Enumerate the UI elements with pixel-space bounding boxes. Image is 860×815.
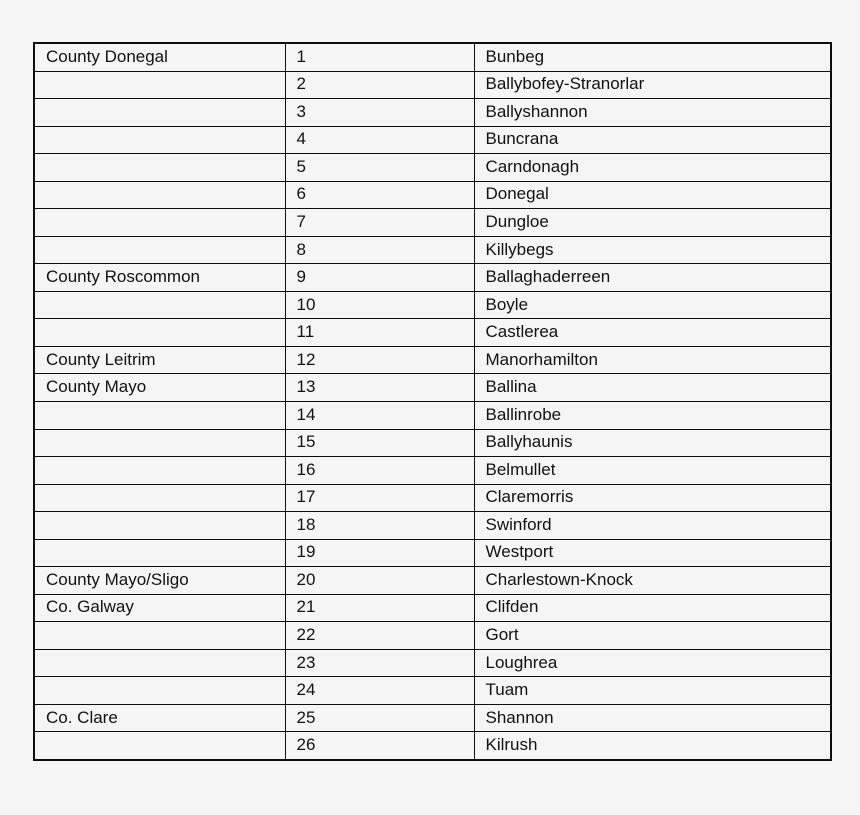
county-cell: County Mayo (34, 374, 285, 402)
town-cell: Ballaghaderreen (474, 264, 831, 292)
county-cell (34, 154, 285, 182)
town-cell: Shannon (474, 704, 831, 732)
county-cell (34, 677, 285, 705)
county-cell (34, 181, 285, 209)
town-cell: Ballybofey-Stranorlar (474, 71, 831, 99)
town-cell: Killybegs (474, 236, 831, 264)
town-cell: Buncrana (474, 126, 831, 154)
number-cell: 16 (285, 457, 474, 485)
county-cell: County Roscommon (34, 264, 285, 292)
table-row (34, 319, 831, 347)
table-row (34, 484, 831, 512)
town-cell: Carndonagh (474, 154, 831, 182)
county-cell (34, 732, 285, 760)
town-cell: Clifden (474, 594, 831, 622)
county-cell: Co. Clare (34, 704, 285, 732)
number-cell: 2 (285, 71, 474, 99)
town-cell: Castlerea (474, 319, 831, 347)
table-row (34, 704, 831, 732)
number-cell: 17 (285, 484, 474, 512)
number-cell: 20 (285, 567, 474, 595)
table-row (34, 181, 831, 209)
town-cell: Donegal (474, 181, 831, 209)
county-cell: County Mayo/Sligo (34, 567, 285, 595)
counties-towns-table-body (34, 43, 831, 760)
town-cell: Dungloe (474, 209, 831, 237)
county-cell (34, 649, 285, 677)
county-cell (34, 622, 285, 650)
county-cell (34, 319, 285, 347)
number-cell: 19 (285, 539, 474, 567)
county-cell (34, 539, 285, 567)
county-cell (34, 512, 285, 540)
number-cell: 24 (285, 677, 474, 705)
number-cell: 18 (285, 512, 474, 540)
county-cell (34, 209, 285, 237)
town-cell: Manorhamilton (474, 346, 831, 374)
table-row (34, 677, 831, 705)
number-cell: 1 (285, 43, 474, 71)
county-cell (34, 484, 285, 512)
county-cell (34, 71, 285, 99)
number-cell: 8 (285, 236, 474, 264)
town-cell: Boyle (474, 291, 831, 319)
number-cell: 4 (285, 126, 474, 154)
county-cell: Co. Galway (34, 594, 285, 622)
town-cell: Ballyhaunis (474, 429, 831, 457)
town-cell: Ballyshannon (474, 99, 831, 127)
number-cell: 10 (285, 291, 474, 319)
county-cell (34, 457, 285, 485)
town-cell: Westport (474, 539, 831, 567)
number-cell: 7 (285, 209, 474, 237)
number-cell: 9 (285, 264, 474, 292)
county-cell: County Donegal (34, 43, 285, 71)
county-cell: County Leitrim (34, 346, 285, 374)
table-row (34, 43, 831, 71)
town-cell: Kilrush (474, 732, 831, 760)
county-cell (34, 401, 285, 429)
town-cell: Ballina (474, 374, 831, 402)
table-row (34, 539, 831, 567)
table-row (34, 236, 831, 264)
town-cell: Charlestown-Knock (474, 567, 831, 595)
town-cell: Loughrea (474, 649, 831, 677)
town-cell: Claremorris (474, 484, 831, 512)
table-row (34, 457, 831, 485)
town-cell: Gort (474, 622, 831, 650)
table-row (34, 732, 831, 760)
table-row (34, 346, 831, 374)
number-cell: 25 (285, 704, 474, 732)
number-cell: 3 (285, 99, 474, 127)
number-cell: 14 (285, 401, 474, 429)
table-row (34, 154, 831, 182)
table-row (34, 264, 831, 292)
table-row (34, 126, 831, 154)
table-row (34, 374, 831, 402)
table-row (34, 401, 831, 429)
town-cell: Bunbeg (474, 43, 831, 71)
county-cell (34, 429, 285, 457)
table-row (34, 99, 831, 127)
table-row (34, 512, 831, 540)
number-cell: 6 (285, 181, 474, 209)
town-cell: Swinford (474, 512, 831, 540)
number-cell: 23 (285, 649, 474, 677)
table-row (34, 209, 831, 237)
number-cell: 13 (285, 374, 474, 402)
county-cell (34, 99, 285, 127)
table-row (34, 622, 831, 650)
town-cell: Tuam (474, 677, 831, 705)
table-row (34, 429, 831, 457)
number-cell: 11 (285, 319, 474, 347)
number-cell: 12 (285, 346, 474, 374)
table-row (34, 291, 831, 319)
table-row (34, 649, 831, 677)
number-cell: 26 (285, 732, 474, 760)
number-cell: 15 (285, 429, 474, 457)
county-cell (34, 126, 285, 154)
number-cell: 21 (285, 594, 474, 622)
table-row (34, 71, 831, 99)
town-cell: Ballinrobe (474, 401, 831, 429)
number-cell: 5 (285, 154, 474, 182)
town-cell: Belmullet (474, 457, 831, 485)
table-row (34, 594, 831, 622)
table-row (34, 567, 831, 595)
county-cell (34, 291, 285, 319)
counties-towns-table (33, 42, 832, 761)
number-cell: 22 (285, 622, 474, 650)
county-cell (34, 236, 285, 264)
